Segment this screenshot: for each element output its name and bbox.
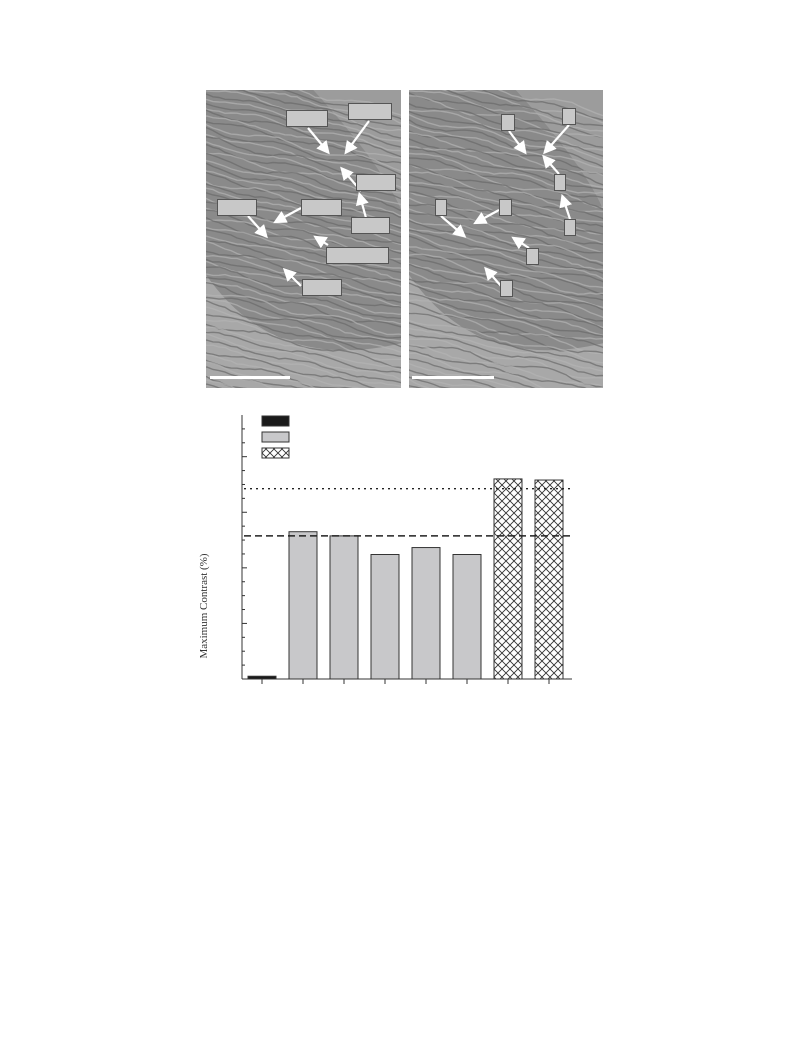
callout-box bbox=[356, 174, 396, 191]
bar bbox=[412, 548, 440, 679]
bar bbox=[535, 480, 563, 679]
micrograph-left bbox=[206, 90, 401, 388]
callout-box bbox=[562, 108, 576, 125]
legend-swatch bbox=[262, 432, 289, 442]
callout-box bbox=[435, 199, 447, 216]
callout-box bbox=[286, 110, 328, 127]
legend-swatch bbox=[262, 448, 289, 458]
bar bbox=[330, 536, 358, 679]
micrograph-left-texture bbox=[206, 90, 401, 388]
scale-bar bbox=[412, 376, 494, 379]
callout-box bbox=[500, 280, 513, 297]
callout-box bbox=[554, 174, 566, 191]
callout-box bbox=[526, 248, 539, 265]
callout-box bbox=[351, 217, 390, 234]
callout-box bbox=[217, 199, 257, 216]
callout-box bbox=[564, 219, 576, 236]
y-axis-label: Maximum Contrast (%) bbox=[198, 553, 210, 659]
bar bbox=[494, 479, 522, 679]
micrograph-right bbox=[409, 90, 603, 388]
callout-box bbox=[326, 247, 389, 264]
micrograph-right-texture bbox=[409, 90, 603, 388]
bar bbox=[289, 532, 317, 679]
callout-box bbox=[499, 199, 512, 216]
legend-swatch bbox=[262, 416, 289, 426]
bar bbox=[453, 555, 481, 679]
callout-box bbox=[302, 279, 342, 296]
callout-box bbox=[348, 103, 392, 120]
bar bbox=[248, 676, 276, 679]
callout-box bbox=[501, 114, 515, 131]
scale-bar bbox=[210, 376, 290, 379]
callout-box bbox=[301, 199, 342, 216]
bar bbox=[371, 555, 399, 679]
contrast-bar-chart bbox=[190, 405, 590, 705]
